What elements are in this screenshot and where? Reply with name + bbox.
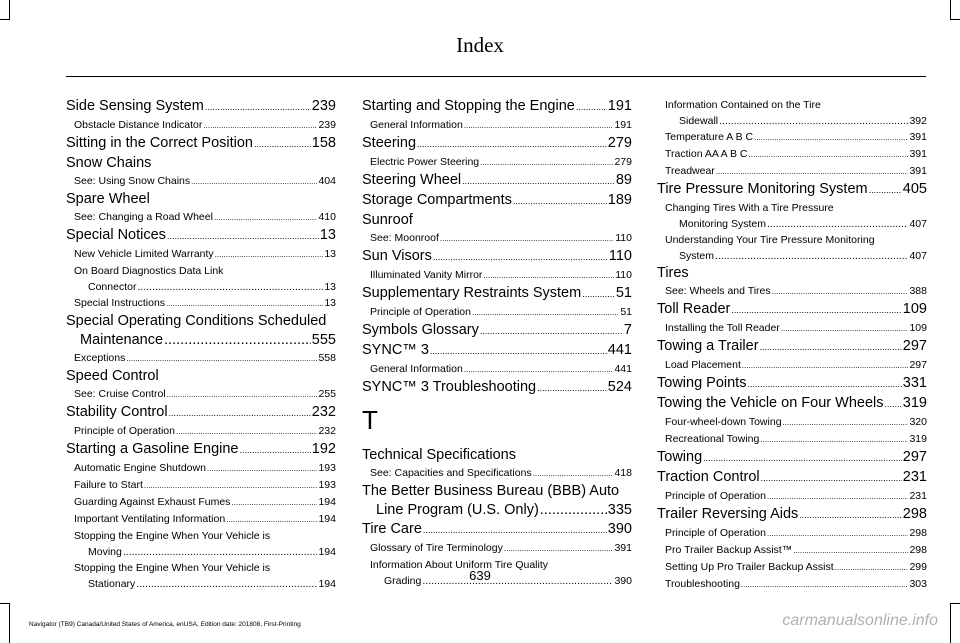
page-ref: 555 <box>311 332 336 348</box>
index-entry <box>362 191 632 211</box>
page-ref: 279 <box>607 135 632 151</box>
leader-dots <box>731 301 901 320</box>
leader-dots <box>885 395 902 414</box>
index-heading: Technical Specifications <box>362 447 516 463</box>
leader-dots <box>480 322 623 341</box>
leader-dots <box>240 441 311 460</box>
leader-dots <box>767 526 908 542</box>
index-subentry <box>362 117 632 134</box>
leader-dots <box>472 305 619 321</box>
index-entry <box>66 528 336 560</box>
index-entry <box>362 378 632 398</box>
index-entry <box>66 226 336 246</box>
entry-text: Tire Pressure Monitoring System <box>657 181 868 197</box>
page-ref: 558 <box>318 352 336 364</box>
index-entry <box>657 300 927 320</box>
leader-dots <box>767 216 909 232</box>
entry-text: Pro Trailer Backup Assist™ <box>665 544 793 556</box>
page-ref: 194 <box>318 578 336 590</box>
entry-text: Guarding Against Exhaust Fumes <box>74 496 231 508</box>
leader-dots <box>123 544 318 560</box>
index-subentry <box>66 460 336 477</box>
index-subentry <box>657 431 927 448</box>
index-subentry <box>362 230 632 247</box>
index-entry <box>66 97 336 117</box>
page-ref: 231 <box>909 490 927 502</box>
index-subentry <box>66 246 336 263</box>
entry-text: Four-wheel-down Towing <box>665 416 782 428</box>
index-entry-line: Information About Uniform Tire Quality <box>370 559 548 571</box>
index-subentry <box>657 320 927 337</box>
page-ref: 89 <box>615 172 632 188</box>
leader-dots <box>793 543 908 559</box>
leader-dots <box>783 415 909 431</box>
page-ref: 319 <box>902 395 927 411</box>
index-heading: Speed Control <box>66 368 159 384</box>
page-ref: 441 <box>614 363 632 375</box>
leader-dots <box>480 155 613 171</box>
page-ref: 297 <box>909 359 927 371</box>
entry-text: See: Cruise Control <box>74 388 166 400</box>
page-ref: 407 <box>909 250 927 262</box>
page-ref: 335 <box>607 502 632 518</box>
page-ref: 279 <box>614 156 632 168</box>
watermark: carmanualsonline.info <box>782 612 938 629</box>
entry-text: Troubleshooting <box>665 578 740 590</box>
leader-dots <box>462 172 615 191</box>
page-ref: 13 <box>324 297 336 309</box>
page-ref: 13 <box>324 281 336 293</box>
leader-dots <box>576 98 607 117</box>
entry-text: Stationary <box>88 578 136 590</box>
index-entry-line <box>665 216 927 232</box>
page-ref: 7 <box>623 322 632 338</box>
index-subentry <box>362 361 632 378</box>
index-entry <box>66 312 336 350</box>
page-ref: 320 <box>909 416 927 428</box>
index-entry-line <box>362 501 632 520</box>
crop-mark <box>950 0 951 20</box>
leader-dots <box>703 449 902 468</box>
index-entry-line <box>74 544 336 560</box>
index-entry <box>657 337 927 357</box>
entry-text: Important Ventilating Information <box>74 513 226 525</box>
index-entry <box>362 247 632 267</box>
entry-text: Moving <box>88 546 122 558</box>
entry-text: Towing <box>657 449 703 465</box>
entry-text: Steering Wheel <box>362 172 462 188</box>
entry-text: Obstacle Distance Indicator <box>74 119 203 131</box>
index-entry-line <box>66 331 336 350</box>
edition-footer: Navigator (TB9) Canada/United States of America, enUSA, Edition date: 201808, First-Printing <box>29 621 301 628</box>
index-entry <box>362 520 632 540</box>
leader-dots <box>781 321 909 337</box>
leader-dots <box>144 478 318 494</box>
page-title: Index <box>456 33 504 57</box>
leader-dots <box>214 210 318 226</box>
page-ref: 51 <box>615 285 632 301</box>
page-ref: 331 <box>902 375 927 391</box>
index-subentry <box>66 494 336 511</box>
index-entry <box>66 440 336 460</box>
page-ref: 298 <box>909 544 927 556</box>
page-ref: 239 <box>318 119 336 131</box>
index-entry <box>362 97 632 117</box>
page-ref: 303 <box>909 578 927 590</box>
page-ref: 524 <box>607 379 632 395</box>
leader-dots <box>203 118 317 134</box>
page-ref: 390 <box>614 575 632 587</box>
page-ref: 110 <box>608 248 632 264</box>
crop-mark <box>9 603 10 643</box>
index-subentry <box>362 465 632 482</box>
leader-dots <box>254 135 311 154</box>
entry-text: Towing a Trailer <box>657 338 759 354</box>
page-ref: 231 <box>902 469 927 485</box>
page-ref: 194 <box>318 496 336 508</box>
page-ref: 297 <box>902 338 927 354</box>
leader-dots <box>430 342 607 361</box>
entry-text: See: Wheels and Tires <box>665 285 771 297</box>
index-heading: Snow Chains <box>66 155 152 171</box>
leader-dots <box>483 268 614 284</box>
index-entry <box>657 200 927 232</box>
entry-text: Electric Power Steering <box>370 156 480 168</box>
page-ref: 441 <box>607 342 632 358</box>
index-entry <box>657 468 927 488</box>
index-entry-line: Changing Tires With a Tire Pressure <box>665 202 834 214</box>
index-entry <box>66 134 336 154</box>
index-subentry <box>66 295 336 312</box>
leader-dots <box>164 331 311 350</box>
index-entry <box>66 263 336 295</box>
leader-dots <box>167 227 319 246</box>
leader-dots <box>582 285 615 304</box>
page-ref: 392 <box>909 115 927 127</box>
leader-dots <box>137 279 323 295</box>
page-ref: 255 <box>318 388 336 400</box>
page-ref: 405 <box>902 181 927 197</box>
index-subentry <box>66 477 336 494</box>
index-heading: Tires <box>657 265 689 281</box>
index-subentry <box>66 350 336 367</box>
page-ref: 13 <box>319 227 336 243</box>
index-entry-line: The Better Business Bureau (BBB) Auto <box>362 483 620 499</box>
index-subentry <box>66 386 336 403</box>
crop-mark <box>0 19 10 20</box>
leader-dots <box>719 113 908 129</box>
index-subentry <box>362 267 632 284</box>
index-entry <box>657 232 927 264</box>
entry-text: Stability Control <box>66 404 168 420</box>
entry-text: Special Instructions <box>74 297 166 309</box>
leader-dots <box>417 135 607 154</box>
index-subentry <box>657 146 927 163</box>
entry-text: Treadwear <box>665 165 715 177</box>
index-subentry <box>657 283 927 300</box>
entry-text: SYNC™ 3 Troubleshooting <box>362 379 537 395</box>
entry-text: See: Capacities and Specifications <box>370 467 532 479</box>
page-ref: 51 <box>620 306 632 318</box>
entry-text: Sun Visors <box>362 248 432 264</box>
page-ref: 232 <box>311 404 336 420</box>
page-ref: 297 <box>902 449 927 465</box>
index-entry <box>657 374 927 394</box>
page-ref: 391 <box>909 131 927 143</box>
page-ref: 298 <box>902 506 927 522</box>
index-entry <box>657 394 927 414</box>
page-ref: 390 <box>607 521 632 537</box>
index-entry <box>362 134 632 154</box>
leader-dots <box>166 296 323 312</box>
entry-text: Recreational Towing <box>665 433 760 445</box>
page-ref: 193 <box>318 479 336 491</box>
entry-text: Illuminated Vanity Mirror <box>370 269 483 281</box>
index-entry-line <box>665 248 927 264</box>
entry-text: Side Sensing System <box>66 98 204 114</box>
page-ref: 404 <box>318 175 336 187</box>
entry-text: See: Moonroof <box>370 232 439 244</box>
index-subentry <box>657 525 927 542</box>
page-ref: 158 <box>311 135 336 151</box>
index-subentry <box>66 511 336 528</box>
index-entry <box>362 482 632 520</box>
page-ref: 239 <box>311 98 336 114</box>
index-entry-line <box>665 113 927 129</box>
page-ref: 232 <box>318 425 336 437</box>
page-ref: 407 <box>909 218 927 230</box>
page-ref: 191 <box>614 119 632 131</box>
page-ref: 391 <box>909 148 927 160</box>
page-number: 639 <box>469 568 491 583</box>
index-subentry <box>66 173 336 190</box>
leader-dots <box>176 424 317 440</box>
entry-text: Principle of Operation <box>74 425 175 437</box>
index-subentry <box>66 209 336 226</box>
index-entry-line: On Board Diagnostics Data Link <box>74 265 224 277</box>
index-entry-line <box>74 279 336 295</box>
leader-dots <box>205 98 311 117</box>
index-subentry <box>66 423 336 440</box>
entry-text: Principle of Operation <box>370 306 471 318</box>
index-entry <box>657 448 927 468</box>
crop-mark <box>950 603 960 604</box>
entry-text: General Information <box>370 363 463 375</box>
leader-dots <box>760 338 902 357</box>
entry-text: Sidewall <box>679 115 719 127</box>
leader-dots <box>167 387 318 403</box>
page-ref: 391 <box>614 542 632 554</box>
leader-dots <box>464 362 614 378</box>
entry-text: See: Using Snow Chains <box>74 175 191 187</box>
page-ref: 110 <box>615 232 632 244</box>
leader-dots <box>533 466 614 482</box>
entry-text: Toll Reader <box>657 301 731 317</box>
entry-text: Towing the Vehicle on Four Wheels <box>657 395 884 411</box>
entry-text: See: Changing a Road Wheel <box>74 211 213 223</box>
index-subentry <box>657 542 927 559</box>
entry-text: Exceptions <box>74 352 126 364</box>
entry-text: Principle of Operation <box>665 527 766 539</box>
crop-mark <box>0 603 10 604</box>
leader-dots <box>761 469 902 488</box>
index-heading: Sunroof <box>362 212 413 228</box>
leader-dots <box>226 512 317 528</box>
leader-dots <box>716 164 909 180</box>
crop-mark <box>950 603 951 643</box>
entry-text: Sitting in the Correct Position <box>66 135 253 151</box>
leader-dots <box>207 461 318 477</box>
leader-dots <box>215 247 324 263</box>
index-subentry <box>66 117 336 134</box>
leader-dots <box>767 489 908 505</box>
entry-text: Monitoring System <box>679 218 766 230</box>
index-entry <box>362 341 632 361</box>
index-subentry <box>657 414 927 431</box>
leader-dots <box>772 284 909 300</box>
entry-text: Trailer Reversing Aids <box>657 506 799 522</box>
leader-dots <box>540 501 607 520</box>
index-entry <box>362 284 632 304</box>
index-entry <box>362 171 632 191</box>
page-ref: 194 <box>318 513 336 525</box>
index-entry <box>66 403 336 423</box>
page-ref: 191 <box>607 98 632 114</box>
entry-text: Special Notices <box>66 227 166 243</box>
entry-text: Line Program (U.S. Only) <box>376 502 539 518</box>
entry-text: Symbols Glossary <box>362 322 479 338</box>
index-subentry <box>362 304 632 321</box>
page-ref: 109 <box>902 301 927 317</box>
index-entry <box>657 97 927 129</box>
index-entry <box>657 505 927 525</box>
index-subentry <box>657 129 927 146</box>
page-ref: 388 <box>909 285 927 297</box>
header-rule <box>66 76 926 77</box>
leader-dots <box>464 118 614 134</box>
entry-text: Steering <box>362 135 417 151</box>
entry-text: Supplementary Restraints System <box>362 285 582 301</box>
entry-text: Installing the Toll Reader <box>665 322 780 334</box>
index-subentry <box>657 488 927 505</box>
page-ref: 193 <box>318 462 336 474</box>
index-column-1 <box>66 97 336 592</box>
entry-text: Storage Compartments <box>362 192 512 208</box>
index-entry-line: Information Contained on the Tire <box>665 99 821 111</box>
entry-text: New Vehicle Limited Warranty <box>74 248 214 260</box>
entry-text: Setting Up Pro Trailer Backup Assist <box>665 561 834 573</box>
index-subentry <box>657 163 927 180</box>
entry-text: Traction Control <box>657 469 760 485</box>
index-entry <box>657 180 927 200</box>
leader-dots <box>231 495 317 511</box>
leader-dots <box>440 231 614 247</box>
entry-text: Connector <box>88 281 137 293</box>
leader-dots <box>537 379 607 398</box>
page-ref: 319 <box>909 433 927 445</box>
page-ref: 298 <box>909 527 927 539</box>
page-ref: 418 <box>614 467 632 479</box>
index-entry-line: Stopping the Engine When Your Vehicle is <box>74 530 271 542</box>
entry-text: Load Placement <box>665 359 741 371</box>
leader-dots <box>433 248 608 267</box>
page-ref: 192 <box>311 441 336 457</box>
crop-mark <box>9 0 10 20</box>
page-ref: 13 <box>324 248 336 260</box>
crop-mark <box>950 19 960 20</box>
index-subentry <box>362 540 632 557</box>
index-subentry <box>362 154 632 171</box>
leader-dots <box>749 147 909 163</box>
entry-text: Grading <box>384 575 422 587</box>
entry-text: Principle of Operation <box>665 490 766 502</box>
page-ref: 194 <box>318 546 336 558</box>
page-ref: 110 <box>615 269 632 281</box>
entry-text: Maintenance <box>80 332 164 348</box>
entry-text: Towing Points <box>657 375 747 391</box>
leader-dots <box>513 192 607 211</box>
entry-text: Starting a Gasoline Engine <box>66 441 239 457</box>
leader-dots <box>423 521 607 540</box>
leader-dots <box>191 174 317 190</box>
leader-dots <box>754 130 908 146</box>
index-entry-line: Stopping the Engine When Your Vehicle is <box>74 562 271 574</box>
entry-text: Traction AA A B C <box>665 148 748 160</box>
index-column-2 <box>362 97 632 589</box>
page-ref: 299 <box>909 561 927 573</box>
entry-text: Tire Care <box>362 521 422 537</box>
index-entry-line: Understanding Your Tire Pressure Monitoring <box>665 234 875 246</box>
entry-text: System <box>679 250 715 262</box>
leader-dots <box>715 248 908 264</box>
page-ref: 109 <box>909 322 927 334</box>
leader-dots <box>747 375 901 394</box>
leader-dots <box>742 358 909 374</box>
leader-dots <box>760 432 908 448</box>
index-entry <box>362 321 632 341</box>
entry-text: Starting and Stopping the Engine <box>362 98 575 114</box>
index-letter: T <box>362 405 378 435</box>
leader-dots <box>799 506 902 525</box>
page-ref: 189 <box>607 192 632 208</box>
leader-dots <box>504 541 614 557</box>
index-entry-line: Special Operating Conditions Scheduled <box>66 313 327 329</box>
entry-text: SYNC™ 3 <box>362 342 429 358</box>
page-ref: 410 <box>318 211 336 223</box>
entry-text: General Information <box>370 119 463 131</box>
leader-dots <box>869 181 902 200</box>
leader-dots <box>126 351 317 367</box>
entry-text: Glossary of Tire Terminology <box>370 542 503 554</box>
index-column-3 <box>657 97 927 593</box>
entry-text: Temperature A B C <box>665 131 754 143</box>
entry-text: Failure to Start <box>74 479 143 491</box>
entry-text: Automatic Engine Shutdown <box>74 462 206 474</box>
index-heading: Spare Wheel <box>66 191 150 207</box>
leader-dots <box>169 404 311 423</box>
index-subentry <box>657 357 927 374</box>
page-ref: 391 <box>909 165 927 177</box>
